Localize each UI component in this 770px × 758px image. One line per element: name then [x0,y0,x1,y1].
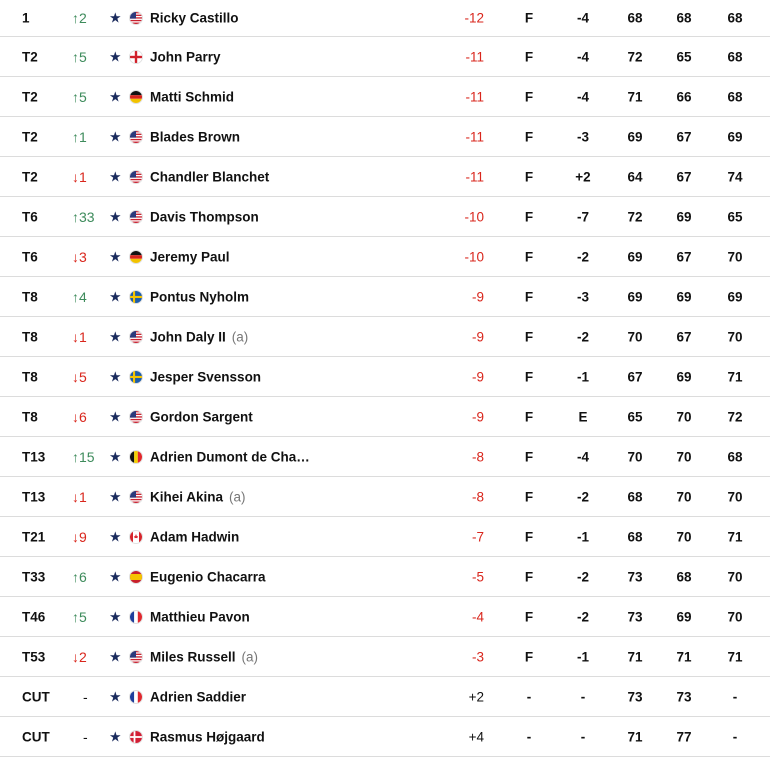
round-1-score: 65 [627,409,643,425]
player-name-text: Miles Russell [150,649,236,665]
position: T6 [22,209,38,225]
round-2-score: 73 [676,689,692,705]
flag-icon [129,210,143,224]
today-score: -4 [576,449,589,465]
round-1-score: 71 [627,729,643,745]
movement-value: 5 [79,609,87,625]
total-to-par: -11 [465,169,484,185]
arrow-up-icon: ↑ [72,289,79,305]
star-icon[interactable]: ★ [109,408,122,425]
total-to-par: -3 [471,649,484,665]
player-name-text: Ricky Castillo [150,10,239,26]
total-to-par: -9 [471,329,484,345]
flag-icon [129,330,143,344]
round-3-score: 71 [727,649,743,665]
position: T2 [22,49,38,65]
position-movement [72,369,87,385]
player-name[interactable] [150,170,269,185]
today-score: -1 [576,649,589,665]
total-to-par: -4 [471,609,484,625]
leaderboard-row[interactable] [0,477,770,517]
player-name-text: Adam Hadwin [150,529,240,545]
player-name[interactable] [150,90,234,105]
arrow-down-icon: ↓ [72,329,79,345]
arrow-up-icon: ↑ [72,449,79,465]
round-1-score: 67 [627,369,643,385]
today-score: - [580,729,586,745]
star-icon[interactable]: ★ [109,608,122,625]
movement-value: 1 [79,329,87,345]
player-name[interactable] [150,410,253,425]
position-movement [72,409,87,425]
round-1-score: 68 [627,489,643,505]
total-to-par: -8 [471,489,484,505]
position-movement [72,49,87,65]
round-3-score: 68 [727,10,743,26]
thru: F [524,10,534,26]
leaderboard-row[interactable] [0,637,770,677]
round-1-score: 69 [627,289,643,305]
position: T8 [22,329,38,345]
star-icon[interactable]: ★ [109,328,122,345]
round-3-score: 72 [727,409,743,425]
position: T53 [22,649,46,665]
flag-icon [129,530,143,544]
arrow-down-icon: ↓ [72,409,79,425]
star-icon[interactable]: ★ [109,288,122,305]
today-score: -2 [576,489,589,505]
round-2-score: 67 [676,249,692,265]
thru: F [524,569,534,585]
movement-value: 1 [79,129,87,145]
position-movement [72,489,87,505]
flag-icon [129,610,143,624]
today-score: -1 [576,529,589,545]
leaderboard-row[interactable] [0,717,770,757]
position-movement [72,249,87,265]
movement-value: 2 [79,10,87,26]
leaderboard-row[interactable] [0,677,770,717]
player-name-text: Jeremy Paul [150,249,230,265]
thru: - [526,729,532,745]
round-3-score: 68 [727,449,743,465]
round-2-score: 70 [676,409,692,425]
position: T2 [22,89,38,105]
round-3-score: 74 [727,169,743,185]
today-score: E [578,409,588,425]
round-1-score: 70 [627,329,643,345]
leaderboard-row[interactable] [0,437,770,477]
player-name[interactable] [150,650,258,665]
star-icon[interactable]: ★ [109,648,122,665]
thru: F [524,369,534,385]
round-1-score: 72 [627,49,643,65]
today-score: -4 [576,10,589,26]
flag-icon [129,690,143,704]
round-3-score: 69 [727,129,743,145]
star-icon[interactable]: ★ [109,488,122,505]
total-to-par: -11 [465,89,484,105]
today-score: -2 [576,249,589,265]
total-to-par: -7 [471,529,484,545]
position: T2 [22,129,38,145]
round-3-score: 71 [727,529,743,545]
star-icon[interactable]: ★ [109,368,122,385]
flag-icon [129,490,143,504]
leaderboard-row[interactable] [0,397,770,437]
round-3-score: 70 [727,609,743,625]
today-score: -3 [576,289,589,305]
leaderboard-row[interactable] [0,517,770,557]
total-to-par: -8 [471,449,484,465]
arrow-down-icon: ↓ [72,489,79,505]
round-2-score: 67 [676,329,692,345]
round-2-score: 69 [676,609,692,625]
arrow-up-icon: ↑ [72,129,79,145]
player-name-text: Kihei Akina [150,489,224,505]
star-icon[interactable]: ★ [109,568,122,585]
round-3-score: 70 [727,569,743,585]
round-3-score: 70 [727,489,743,505]
leaderboard-row[interactable] [0,317,770,357]
player-name-text: Davis Thompson [150,209,259,225]
total-to-par: +2 [468,689,484,705]
today-score: -7 [576,209,589,225]
position: T6 [22,249,38,265]
position: T13 [22,489,46,505]
today-score: - [580,689,586,705]
movement-value: 2 [79,649,87,665]
player-name[interactable] [150,290,249,305]
player-name[interactable] [150,370,261,385]
round-2-score: 69 [676,289,692,305]
amateur-badge: (a) [241,649,259,665]
thru: F [524,249,534,265]
movement-value: 3 [79,249,87,265]
player-name-text: Gordon Sargent [150,409,253,425]
player-name[interactable] [150,250,230,265]
thru: F [524,489,534,505]
thru: F [524,169,534,185]
star-icon[interactable]: ★ [109,208,122,225]
player-name-text: Eugenio Chacarra [150,569,266,585]
player-name[interactable] [150,11,239,26]
position: T8 [22,289,38,305]
star-icon[interactable]: ★ [109,9,122,26]
player-name[interactable] [150,530,239,545]
player-name[interactable] [150,210,259,225]
thru: F [524,89,534,105]
player-name[interactable] [150,490,246,505]
movement-value: - [83,729,88,745]
arrow-down-icon: ↓ [72,249,79,265]
player-name-text: Rasmus Højgaard [150,729,265,745]
round-1-score: 68 [627,529,643,545]
movement-value: 4 [79,289,87,305]
player-name-text: Blades Brown [150,129,241,145]
round-3-score: 71 [727,369,743,385]
star-icon[interactable]: ★ [109,48,122,65]
today-score: +2 [575,169,591,185]
position: T33 [22,569,46,585]
leaderboard-row[interactable] [0,37,770,77]
thru: F [524,289,534,305]
arrow-up-icon: ↑ [72,49,79,65]
flag-icon [129,130,143,144]
star-icon[interactable]: ★ [109,128,122,145]
today-score: -2 [576,609,589,625]
flag-icon [129,730,143,744]
player-name-text: Jesper Svensson [150,369,262,385]
round-2-score: 71 [676,649,692,665]
arrow-down-icon: ↓ [72,529,79,545]
movement-value: 6 [79,409,87,425]
position: T8 [22,369,38,385]
round-1-score: 69 [627,249,643,265]
leaderboard-row[interactable] [0,597,770,637]
leaderboard-row[interactable] [0,0,770,37]
round-1-score: 71 [627,89,643,105]
star-icon[interactable]: ★ [109,448,122,465]
round-1-score: 64 [627,169,643,185]
today-score: -4 [576,49,589,65]
star-icon[interactable]: ★ [109,688,122,705]
movement-value: 5 [79,369,87,385]
round-1-score: 73 [627,609,643,625]
total-to-par: -5 [471,569,484,585]
position: T46 [22,609,46,625]
today-score: -2 [576,329,589,345]
position: 1 [22,10,30,26]
movement-value: 1 [79,489,87,505]
thru: F [524,529,534,545]
total-to-par: -11 [465,49,484,65]
position-movement [83,689,88,705]
total-to-par: +4 [468,729,484,745]
round-1-score: 72 [627,209,643,225]
round-2-score: 68 [676,10,692,26]
player-name[interactable] [150,570,266,585]
round-3-score: 70 [727,249,743,265]
position: CUT [22,729,50,745]
flag-icon [129,50,143,64]
position-movement [72,609,87,625]
player-name[interactable] [150,690,246,705]
thru: F [524,329,534,345]
today-score: -2 [576,569,589,585]
leaderboard-row[interactable] [0,77,770,117]
round-2-score: 77 [676,729,692,745]
player-name-text: Matthieu Pavon [150,609,250,625]
player-name[interactable] [150,130,240,145]
total-to-par: -11 [465,129,484,145]
position-movement [72,449,95,465]
arrow-down-icon: ↓ [72,169,79,185]
round-1-score: 73 [627,689,643,705]
player-name-text: Adrien Dumont de Cha… [150,449,310,465]
player-name-text: Pontus Nyholm [150,289,250,305]
position-movement [72,529,87,545]
total-to-par: -10 [464,209,484,225]
arrow-up-icon: ↑ [72,609,79,625]
position-movement [72,289,87,305]
player-name-text: Adrien Saddier [150,689,247,705]
round-2-score: 70 [676,449,692,465]
leaderboard-row[interactable] [0,197,770,237]
player-name-text: Matti Schmid [150,89,235,105]
arrow-up-icon: ↑ [72,209,79,225]
position-movement [72,169,87,185]
movement-value: 5 [79,49,87,65]
total-to-par: -12 [464,10,484,26]
flag-icon [129,370,143,384]
round-1-score: 69 [627,129,643,145]
flag-icon [129,290,143,304]
amateur-badge: (a) [229,489,246,505]
round-2-score: 67 [676,129,692,145]
position-movement [72,649,87,665]
arrow-up-icon: ↑ [72,569,79,585]
player-name-text: John Daly II [150,329,226,345]
total-to-par: -9 [471,409,484,425]
position-movement [72,209,95,225]
round-3-score: 69 [727,289,743,305]
round-2-score: 67 [676,169,692,185]
movement-value: 5 [79,89,87,105]
today-score: -1 [576,369,589,385]
movement-value: 1 [79,169,87,185]
thru: F [524,609,534,625]
leaderboard-row[interactable] [0,157,770,197]
star-icon[interactable]: ★ [109,168,122,185]
movement-value: 9 [79,529,87,545]
arrow-up-icon: ↑ [72,89,79,105]
today-score: -4 [576,89,589,105]
amateur-badge: (a) [231,329,249,345]
position-movement [83,729,88,745]
total-to-par: -9 [471,369,484,385]
player-name-text: John Parry [150,49,221,65]
round-3-score: - [732,729,738,745]
leaderboard-row[interactable] [0,117,770,157]
star-icon[interactable]: ★ [109,248,122,265]
round-3-score: - [732,689,738,705]
thru: F [524,649,534,665]
leaderboard-row[interactable] [0,237,770,277]
flag-icon [129,90,143,104]
round-2-score: 70 [676,489,692,505]
movement-value: - [83,689,88,705]
round-2-score: 65 [676,49,692,65]
player-name[interactable] [150,330,248,345]
round-2-score: 70 [676,529,692,545]
total-to-par: -9 [471,289,484,305]
star-icon[interactable]: ★ [109,528,122,545]
round-2-score: 69 [676,209,692,225]
star-icon[interactable]: ★ [109,88,122,105]
leaderboard-row[interactable] [0,557,770,597]
flag-icon [129,11,143,25]
thru: - [526,689,532,705]
leaderboard-row[interactable] [0,357,770,397]
position-movement [72,329,87,345]
round-1-score: 68 [627,10,643,26]
today-score: -3 [576,129,589,145]
leaderboard-row[interactable] [0,277,770,317]
round-3-score: 68 [727,89,743,105]
round-3-score: 68 [727,49,743,65]
position: CUT [22,689,50,705]
round-1-score: 71 [627,649,643,665]
round-3-score: 70 [727,329,743,345]
position: T8 [22,409,38,425]
position: T2 [22,169,38,185]
thru: F [524,209,534,225]
position-movement [72,89,87,105]
flag-icon [129,650,143,664]
position-movement [72,129,87,145]
player-name[interactable] [150,610,250,625]
round-1-score: 70 [627,449,643,465]
flag-icon [129,450,143,464]
position: T21 [22,529,46,545]
thru: F [524,449,534,465]
flag-icon [129,410,143,424]
player-name[interactable] [150,50,221,65]
flag-icon [129,570,143,584]
position-movement [72,10,87,26]
round-3-score: 65 [727,209,743,225]
movement-value: 6 [79,569,87,585]
thru: F [524,409,534,425]
arrow-down-icon: ↓ [72,649,79,665]
player-name-text: Chandler Blanchet [150,169,270,185]
player-name[interactable] [150,730,265,745]
total-to-par: -10 [464,249,484,265]
arrow-up-icon: ↑ [72,10,79,26]
movement-value: 33 [79,209,95,225]
flag-icon [129,250,143,264]
thru: F [524,129,534,145]
round-1-score: 73 [627,569,643,585]
position-movement [72,569,87,585]
arrow-down-icon: ↓ [72,369,79,385]
flag-icon [129,170,143,184]
player-name[interactable] [150,450,310,465]
round-2-score: 66 [676,89,692,105]
round-2-score: 69 [676,369,692,385]
thru: F [524,49,534,65]
movement-value: 15 [79,449,95,465]
star-icon[interactable]: ★ [109,728,122,745]
round-2-score: 68 [676,569,692,585]
position: T13 [22,449,46,465]
